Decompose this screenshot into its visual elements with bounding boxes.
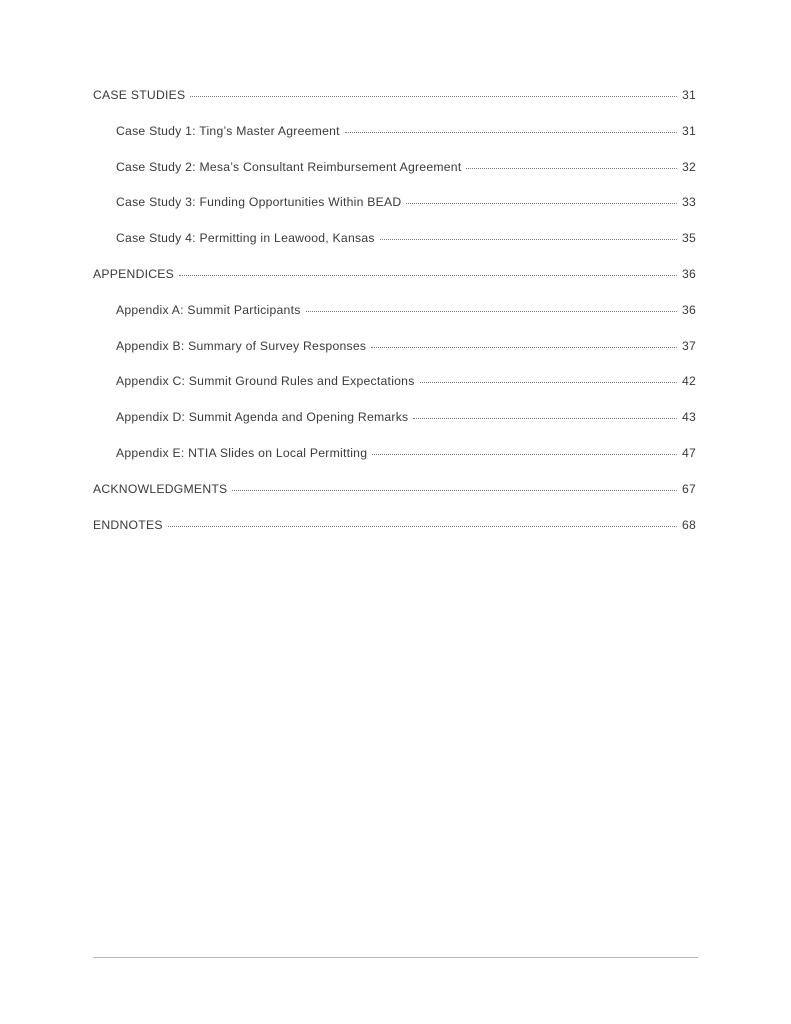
toc-page-number: 68: [681, 517, 696, 532]
toc-page-number: 33: [681, 195, 696, 210]
toc-leader-dots: [420, 382, 677, 383]
toc-entry-appendix-b[interactable]: [93, 339, 696, 375]
toc-entry-label: Case Study 3: Funding Opportunities Within BEAD: [116, 195, 402, 210]
toc-entry-appendix-d[interactable]: [93, 410, 696, 446]
toc-page-number: 36: [681, 302, 696, 317]
toc-page-number: 43: [681, 410, 696, 425]
toc-page-number: 67: [681, 481, 696, 496]
toc-entry-case-study-2[interactable]: [93, 160, 696, 196]
toc-entry-label: CASE STUDIES: [93, 88, 186, 102]
toc-leader-dots: [190, 96, 677, 97]
toc-entry-appendix-c[interactable]: [93, 374, 696, 410]
toc-entry-label: Appendix B: Summary of Survey Responses: [116, 338, 367, 353]
toc-entry-label: Case Study 1: Ting’s Master Agreement: [116, 123, 340, 138]
table-of-contents: [93, 88, 696, 553]
toc-entry-case-study-4[interactable]: [93, 231, 696, 267]
toc-leader-dots: [413, 418, 677, 419]
toc-entry-label: Appendix A: Summit Participants: [116, 302, 301, 317]
toc-leader-dots: [345, 132, 677, 133]
toc-page-number: 37: [681, 338, 696, 353]
toc-page-number: 42: [681, 374, 696, 389]
toc-leader-dots: [232, 490, 676, 491]
toc-leader-dots: [168, 526, 677, 527]
toc-page-number: 47: [681, 445, 696, 460]
toc-page-number: 31: [681, 88, 696, 102]
toc-page-number: 36: [681, 266, 696, 281]
toc-page-number: 32: [681, 159, 696, 174]
toc-entry-label: Appendix C: Summit Ground Rules and Expectations: [116, 374, 415, 389]
toc-entry-label: Appendix D: Summit Agenda and Opening Remarks: [116, 410, 409, 425]
toc-entry-label: ENDNOTES: [93, 517, 163, 532]
toc-entry-label: Case Study 2: Mesa’s Consultant Reimbursement Agreement: [116, 159, 462, 174]
toc-leader-dots: [372, 454, 677, 455]
toc-entry-label: Case Study 4: Permitting in Leawood, Kansas: [116, 231, 375, 246]
toc-leader-dots: [371, 347, 677, 348]
toc-leader-dots: [406, 203, 677, 204]
toc-leader-dots: [306, 311, 677, 312]
toc-page-number: 31: [681, 123, 696, 138]
toc-entry-acknowledgments[interactable]: [93, 482, 696, 518]
footer-divider: [93, 957, 698, 958]
toc-entry-label: Appendix E: NTIA Slides on Local Permitting: [116, 445, 368, 460]
toc-entry-case-study-1[interactable]: [93, 124, 696, 160]
toc-entry-label: ACKNOWLEDGMENTS: [93, 481, 228, 496]
toc-leader-dots: [179, 275, 677, 276]
toc-entry-appendix-a[interactable]: [93, 303, 696, 339]
toc-leader-dots: [380, 239, 677, 240]
toc-page-number: 35: [681, 231, 696, 246]
toc-entry-label: APPENDICES: [93, 266, 175, 281]
toc-entry-endnotes[interactable]: [93, 518, 696, 554]
toc-leader-dots: [466, 168, 676, 169]
toc-entry-appendix-e[interactable]: [93, 446, 696, 482]
toc-entry-appendices[interactable]: [93, 267, 696, 303]
toc-entry-case-study-3[interactable]: [93, 195, 696, 231]
toc-entry-case-studies[interactable]: [93, 88, 696, 124]
